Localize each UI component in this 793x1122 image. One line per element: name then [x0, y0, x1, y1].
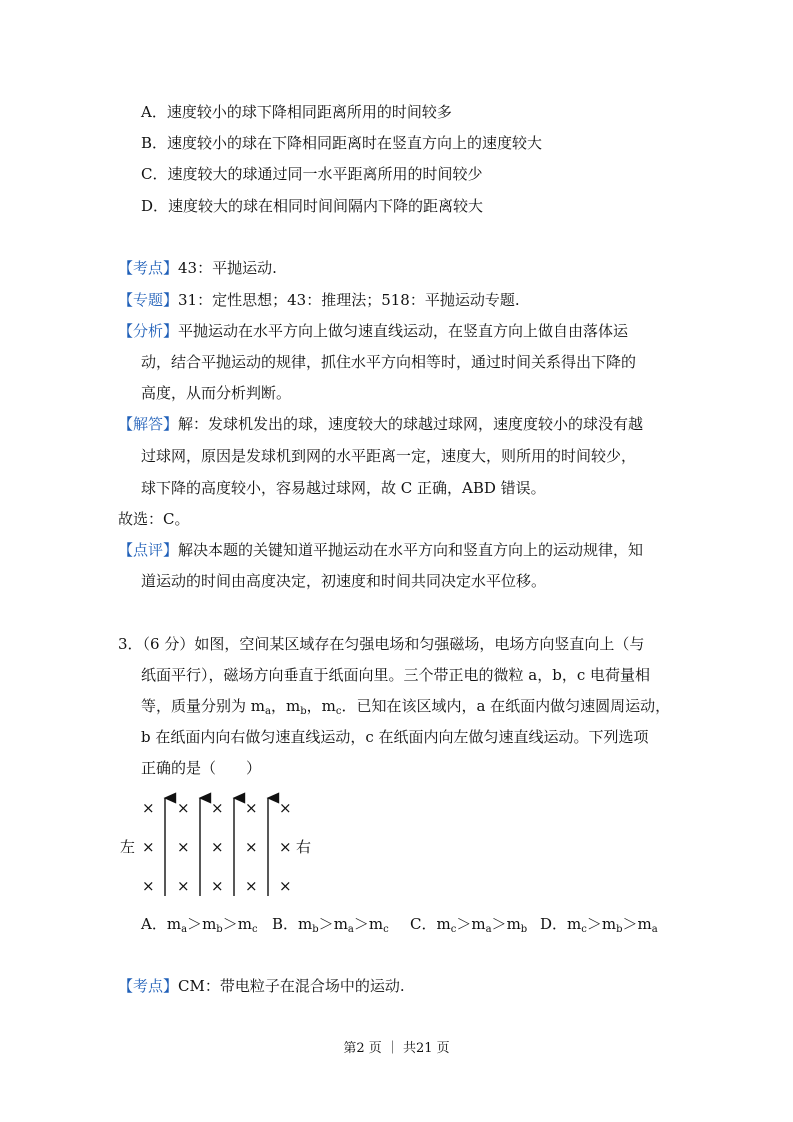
q3-line-2: 纸面平行），磁场方向垂直于纸面向里。三个带正电的微粒 a，b，c 电荷量相 [141, 666, 650, 684]
fenxi-tag: 【分析】 [118, 322, 179, 340]
cross-mark: × [142, 799, 155, 817]
cross-mark: × [279, 838, 292, 856]
fenxi-line-2: 动，结合平抛运动的规律，抓住水平方向相等时，通过时间关系得出下降的 [141, 353, 637, 371]
left-label: 左 [120, 838, 136, 856]
cross-mark: × [177, 838, 190, 856]
cross-mark: × [279, 877, 292, 895]
jieda-line-2: 过球网，原因是发球机到网的水平距离一定，速度大，则所用的时间较少， [141, 447, 637, 465]
jieda-line-3: 球下降的高度较小，容易越过球网，故 C 正确，ABD 错误。 [141, 479, 546, 497]
option-d: D．速度较大的球在相同时间间隔内下降的距离较大 [141, 197, 484, 215]
choice-c: C．$m_c>m_a>m_b$ [410, 915, 528, 935]
q3-line-1: 3．（6 分）如图，空间某区域存在匀强电场和匀强磁场，电场方向竖直向上（与 [118, 635, 645, 653]
cross-mark: × [142, 877, 155, 895]
cross-mark: × [245, 838, 258, 856]
choice-a: A．$m_a>m_b>m_c$ [141, 915, 258, 935]
dianping-line-2: 道运动的时间由高度决定，初速度和时间共同决定水平位移。 [141, 572, 547, 590]
field-diagram [118, 790, 338, 900]
cross-mark: × [279, 799, 292, 817]
cross-mark: × [245, 877, 258, 895]
q3-line-5: 正确的是（ ） [141, 759, 262, 777]
kaodian-tag: 【考点】 [118, 259, 179, 277]
cross-mark: × [245, 799, 258, 817]
choice-b: B．$m_b>m_a>m_c$ [272, 915, 389, 935]
dianping-tag: 【点评】 [118, 541, 179, 559]
option-b: B．速度较小的球在下降相同距离时在竖直方向上的速度较大 [141, 134, 543, 152]
answer-line: 故选：C。 [118, 510, 190, 528]
cross-mark: × [177, 799, 190, 817]
cross-mark: × [211, 799, 224, 817]
q3-kaodian-line: 【考点】CM：带电粒子在混合场中的运动. [118, 977, 405, 995]
fenxi-line-3: 高度，从而分析判断。 [141, 384, 292, 402]
zhuanti-line: 【专题】31：定性思想；43：推理法；518：平抛运动专题. [118, 291, 520, 309]
jieda-line-1: 【解答】解：发球机发出的球，速度较大的球越过球网，速度度较小的球没有越 [118, 415, 644, 433]
page-footer: 第2 页 ｜ 共21 页 [343, 1041, 450, 1056]
kaodian-line: 【考点】43：平抛运动. [118, 259, 277, 277]
cross-mark: × [177, 877, 190, 895]
cross-mark: × [142, 838, 155, 856]
zhuanti-tag: 【专题】 [118, 291, 179, 309]
q3-line-3: 等，质量分别为 $m_a$，$m_b$，$m_c$．已知在该区域内，a 在纸面内做匀速圆周运动， [141, 697, 671, 717]
q3-line-4: b 在纸面内向右做匀速直线运动，c 在纸面内向左做匀速直线运动。下列选项 [141, 728, 649, 746]
option-a: A．速度较小的球下降相同距离所用的时间较多 [141, 103, 452, 121]
option-c: C．速度较大的球通过同一水平距离所用的时间较少 [141, 165, 483, 183]
fenxi-line-1: 【分析】平抛运动在水平方向上做匀速直线运动，在竖直方向上做自由落体运 [118, 322, 629, 340]
dianping-line-1: 【点评】解决本题的关键知道平抛运动在水平方向和竖直方向上的运动规律，知 [118, 541, 644, 559]
jieda-tag: 【解答】 [118, 415, 179, 433]
cross-mark: × [211, 877, 224, 895]
right-label: 右 [296, 838, 312, 856]
choice-d: D．$m_c>m_b>m_a$ [540, 915, 658, 935]
q3-kaodian-tag: 【考点】 [118, 977, 179, 995]
cross-mark: × [211, 838, 224, 856]
